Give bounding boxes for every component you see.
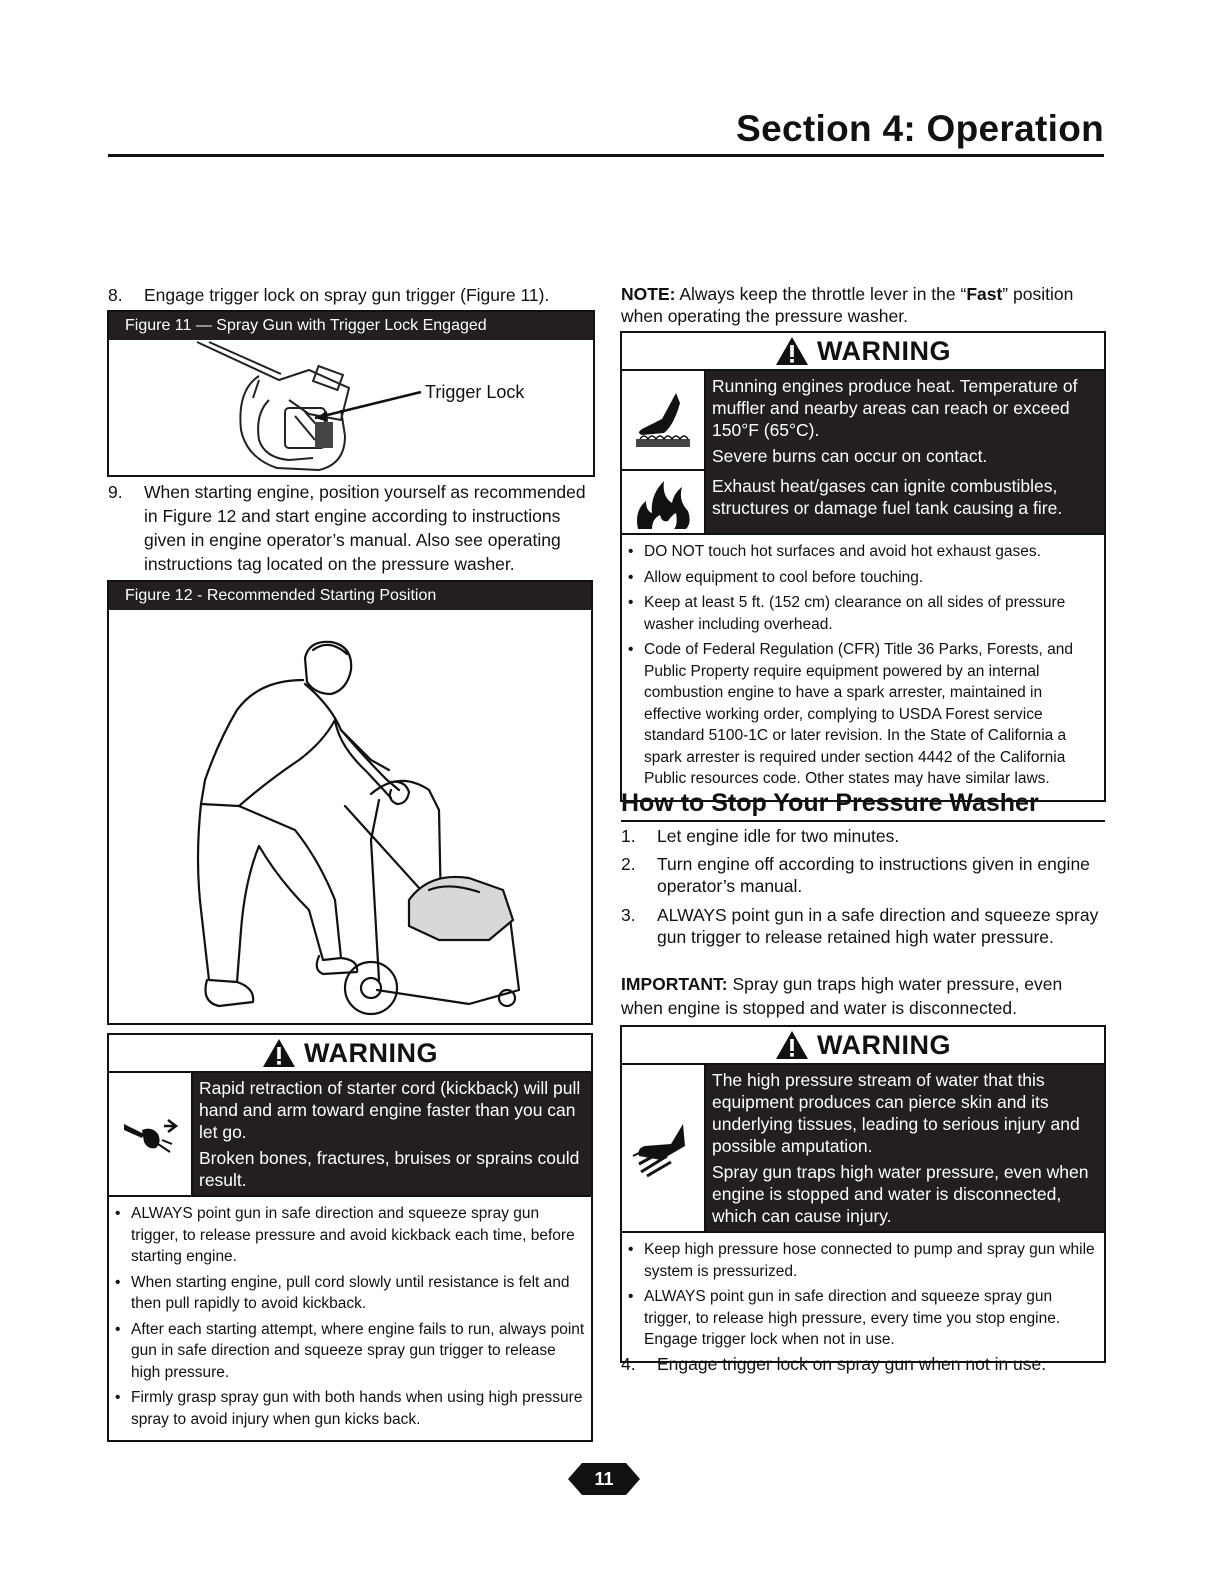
warning-title	[109, 1035, 591, 1073]
header-rule	[108, 154, 1104, 157]
hot-surface-icon	[622, 371, 706, 471]
page-number-badge	[568, 1461, 640, 1497]
note-bold: Fast	[966, 284, 1003, 304]
hazard-text	[706, 1065, 1104, 1231]
note-text-post: ” position when operating the pressure washer.	[621, 284, 1074, 326]
stop-heading: How to Stop Your Pressure Washer	[621, 789, 1039, 817]
hazard-line: Exhaust heat/gases can ignite combustibles, structures or damage fuel tank causing a fire.	[712, 476, 1063, 518]
page-number: 11	[594, 1469, 614, 1489]
bullet-item: • Firmly grasp spray gun with both hands when using high pressure spray to avoid injury when gun kicks back.	[131, 1387, 585, 1430]
important-text: Spray gun traps high water pressure, even when engine is stopped and water is disconnected.	[621, 974, 1063, 1018]
step-text: When starting engine, position yourself as recommended in Figure 12 and start engine according to instructions given in engine operator’s manual. Also see operating instructions tag located on the pressure washer.	[144, 482, 586, 574]
warning-label: WARNING	[817, 335, 951, 366]
bullet-item: • Keep high pressure hose connected to pump and spray gun while system is pressurized.	[644, 1239, 1098, 1282]
warning-label: WARNING	[304, 1037, 438, 1068]
figure-title: Figure 11 — Spray Gun with Trigger Lock Engaged	[109, 312, 593, 340]
hazard-text	[193, 1073, 591, 1195]
hazard-line: Spray gun traps high water pressure, even when engine is stopped and water is disconnected, which can cause injury.	[712, 1162, 1089, 1226]
warning-title	[622, 333, 1104, 371]
alert-triangle-icon	[775, 1030, 809, 1060]
note-label: NOTE:	[621, 284, 676, 304]
starting-position-illustration	[109, 610, 591, 1023]
kickback-hazard-icon	[109, 1073, 193, 1195]
hazard-line: The high pressure stream of water that this equipment produces can pierce skin and its underlying tissues, leading to serious injury and possible amputation.	[712, 1070, 1080, 1156]
alert-triangle-icon	[262, 1038, 296, 1068]
injection-hazard-icon	[622, 1065, 706, 1231]
step-number: 9.	[108, 482, 123, 502]
warning-kickback	[107, 1033, 593, 1442]
important-label: IMPORTANT:	[621, 974, 728, 994]
hazard-line: Broken bones, fractures, bruises or sprains could result.	[199, 1148, 580, 1190]
figure-11	[107, 310, 595, 477]
step-number: 8.	[108, 285, 123, 305]
hazard-line: Rapid retraction of starter cord (kickback) will pull hand and arm toward engine faster than you can let go.	[199, 1078, 581, 1142]
step-text: Engage trigger lock on spray gun trigger (Figure 11).	[144, 285, 550, 305]
step-text: Engage trigger lock on spray gun when not in use.	[657, 1354, 1047, 1374]
heading-rule	[621, 820, 1105, 822]
step-number: 4.	[621, 1354, 636, 1374]
stop-step-2	[621, 853, 1104, 897]
figure-12	[107, 580, 593, 1025]
bullet-item: • After each starting attempt, where engine fails to run, always point gun in safe direction and squeeze spray gun trigger to release high pressure.	[131, 1319, 585, 1384]
step-number: 2.	[621, 854, 636, 874]
note-paragraph	[621, 283, 1104, 327]
fire-icon	[622, 471, 706, 533]
bullet-item: • When starting engine, pull cord slowly until resistance is felt and then pull rapidly to avoid kickback.	[131, 1272, 585, 1315]
figure-title: Figure 12 - Recommended Starting Position	[109, 582, 591, 610]
alert-triangle-icon	[775, 336, 809, 366]
step-number: 1.	[621, 826, 636, 846]
warning-bullets	[622, 1231, 1104, 1361]
step-text: ALWAYS point gun in a safe direction and squeeze spray gun trigger to release retained high water pressure.	[657, 905, 1099, 947]
hazard-row-fire	[622, 471, 1104, 533]
bullet-item: • ALWAYS point gun in safe direction and squeeze spray gun trigger, to release high pressure, every time you stop engine. Engage trigger lock when not in use.	[644, 1286, 1098, 1351]
important-note	[621, 972, 1105, 1020]
bullet-item: • DO NOT touch hot surfaces and avoid hot exhaust gases.	[644, 541, 1098, 563]
hazard-row	[109, 1073, 591, 1195]
hazard-row-heat	[622, 371, 1104, 471]
hazard-row	[622, 1065, 1104, 1231]
step-number: 3.	[621, 905, 636, 925]
step-text: Let engine idle for two minutes.	[657, 826, 900, 846]
warning-heat	[620, 331, 1106, 802]
warning-bullets	[109, 1195, 591, 1440]
bullet-item: • Code of Federal Regulation (CFR) Title 36 Parks, Forests, and Public Property require equipment powered by an internal combustion engine to have a spark arrester, maintained in effective working order, complying to USDA Forest service standard 5100-1C or later revision. In the State of California a spark arrester is required under section 4442 of the California Public resources code. Other states may have similar laws.	[644, 639, 1098, 790]
warning-label: WARNING	[817, 1029, 951, 1060]
step-8	[108, 283, 596, 307]
spray-gun-illustration	[109, 340, 593, 475]
hazard-line: Running engines produce heat. Temperature of muffler and nearby areas can reach or exceed 150°F (65°C).	[712, 376, 1078, 440]
hazard-line: Severe burns can occur on contact.	[712, 446, 988, 466]
bullet-item: • ALWAYS point gun in safe direction and squeeze spray gun trigger, to release pressure and avoid kickback each time, before starting engine.	[131, 1203, 585, 1268]
warning-bullets	[622, 533, 1104, 800]
stop-step-3	[621, 904, 1104, 948]
step-text: Turn engine off according to instructions given in engine operator’s manual.	[657, 854, 1090, 896]
stop-step-4	[621, 1352, 1104, 1376]
note-text-pre: Always keep the throttle lever in the “	[679, 284, 967, 304]
hazard-text	[706, 371, 1104, 471]
hazard-text	[706, 471, 1104, 533]
bullet-item: • Keep at least 5 ft. (152 cm) clearance on all sides of pressure washer including overhead.	[644, 592, 1098, 635]
section-title: Section 4: Operation	[736, 108, 1104, 149]
warning-title	[622, 1027, 1104, 1065]
bullet-item: • Allow equipment to cool before touching.	[644, 567, 1098, 589]
trigger-lock-label: Trigger Lock	[425, 382, 525, 402]
step-9	[108, 480, 596, 576]
warning-high-pressure	[620, 1025, 1106, 1363]
stop-step-1	[621, 824, 1104, 848]
